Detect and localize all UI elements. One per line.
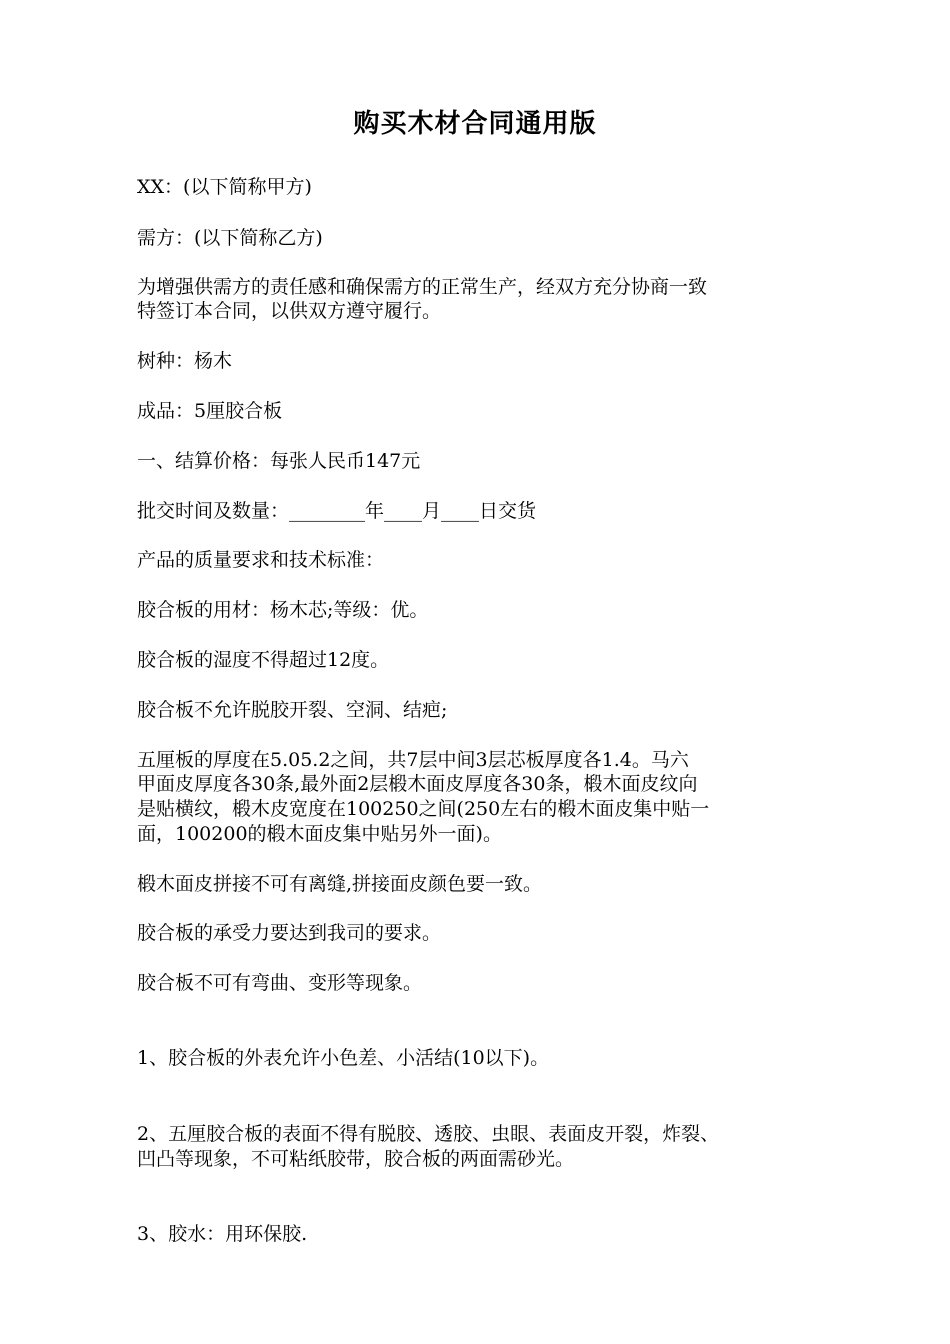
deformation-line: 胶合板不可有弯曲、变形等现象。 bbox=[137, 972, 423, 994]
thickness-line-2: 甲面皮厚度各30条,最外面2层椴木面皮厚度各30条，椴木面皮纹向 bbox=[137, 773, 698, 795]
party-a-line: XX：(以下简称甲方) bbox=[137, 176, 312, 198]
document-title: 购买木材合同通用版 bbox=[353, 109, 597, 139]
thickness-line-1: 五厘板的厚度在5.05.2之间，共7层中间3层芯板厚度各1.4。马六 bbox=[137, 749, 689, 771]
quality-heading: 产品的质量要求和技术标准： bbox=[137, 549, 385, 571]
product-line: 成品：5厘胶合板 bbox=[137, 400, 283, 422]
joint-line: 椴木面皮拼接不可有离缝,拼接面皮颜色要一致。 bbox=[137, 873, 543, 895]
item-1: 1、胶合板的外表允许小色差、小活结(10以下)。 bbox=[137, 1047, 550, 1069]
item-3: 3、胶水：用环保胶. bbox=[137, 1223, 308, 1245]
thickness-line-3: 是贴横纹，椴木皮宽度在100250之间(250左右的椴木面皮集中贴一 bbox=[137, 798, 710, 820]
delivery-line: 批交时间及数量：________年____月____日交货 bbox=[137, 500, 537, 522]
price-line: 一、结算价格：每张人民币147元 bbox=[137, 450, 421, 472]
load-line: 胶合板的承受力要达到我司的要求。 bbox=[137, 922, 442, 944]
item-2-line-1: 2、五厘胶合板的表面不得有脱胶、透胶、虫眼、表面皮开裂，炸裂、 bbox=[137, 1123, 720, 1145]
defect-line: 胶合板不允许脱胶开裂、空洞、结疤; bbox=[137, 699, 448, 721]
wood-species-line: 树种：杨木 bbox=[137, 350, 233, 372]
preamble-line-1: 为增强供需方的责任感和确保需方的正常生产，经双方充分协商一致 bbox=[137, 276, 708, 298]
preamble-line-2: 特签订本合同，以供双方遵守履行。 bbox=[137, 300, 442, 322]
item-2-line-2: 凹凸等现象，不可粘纸胶带，胶合板的两面需砂光。 bbox=[137, 1148, 575, 1170]
material-line: 胶合板的用材：杨木芯;等级：优。 bbox=[137, 599, 429, 621]
thickness-line-4: 面，100200的椴木面皮集中贴另外一面)。 bbox=[137, 823, 502, 845]
humidity-line: 胶合板的湿度不得超过12度。 bbox=[137, 649, 390, 671]
party-b-line: 需方：(以下简称乙方) bbox=[137, 227, 323, 249]
